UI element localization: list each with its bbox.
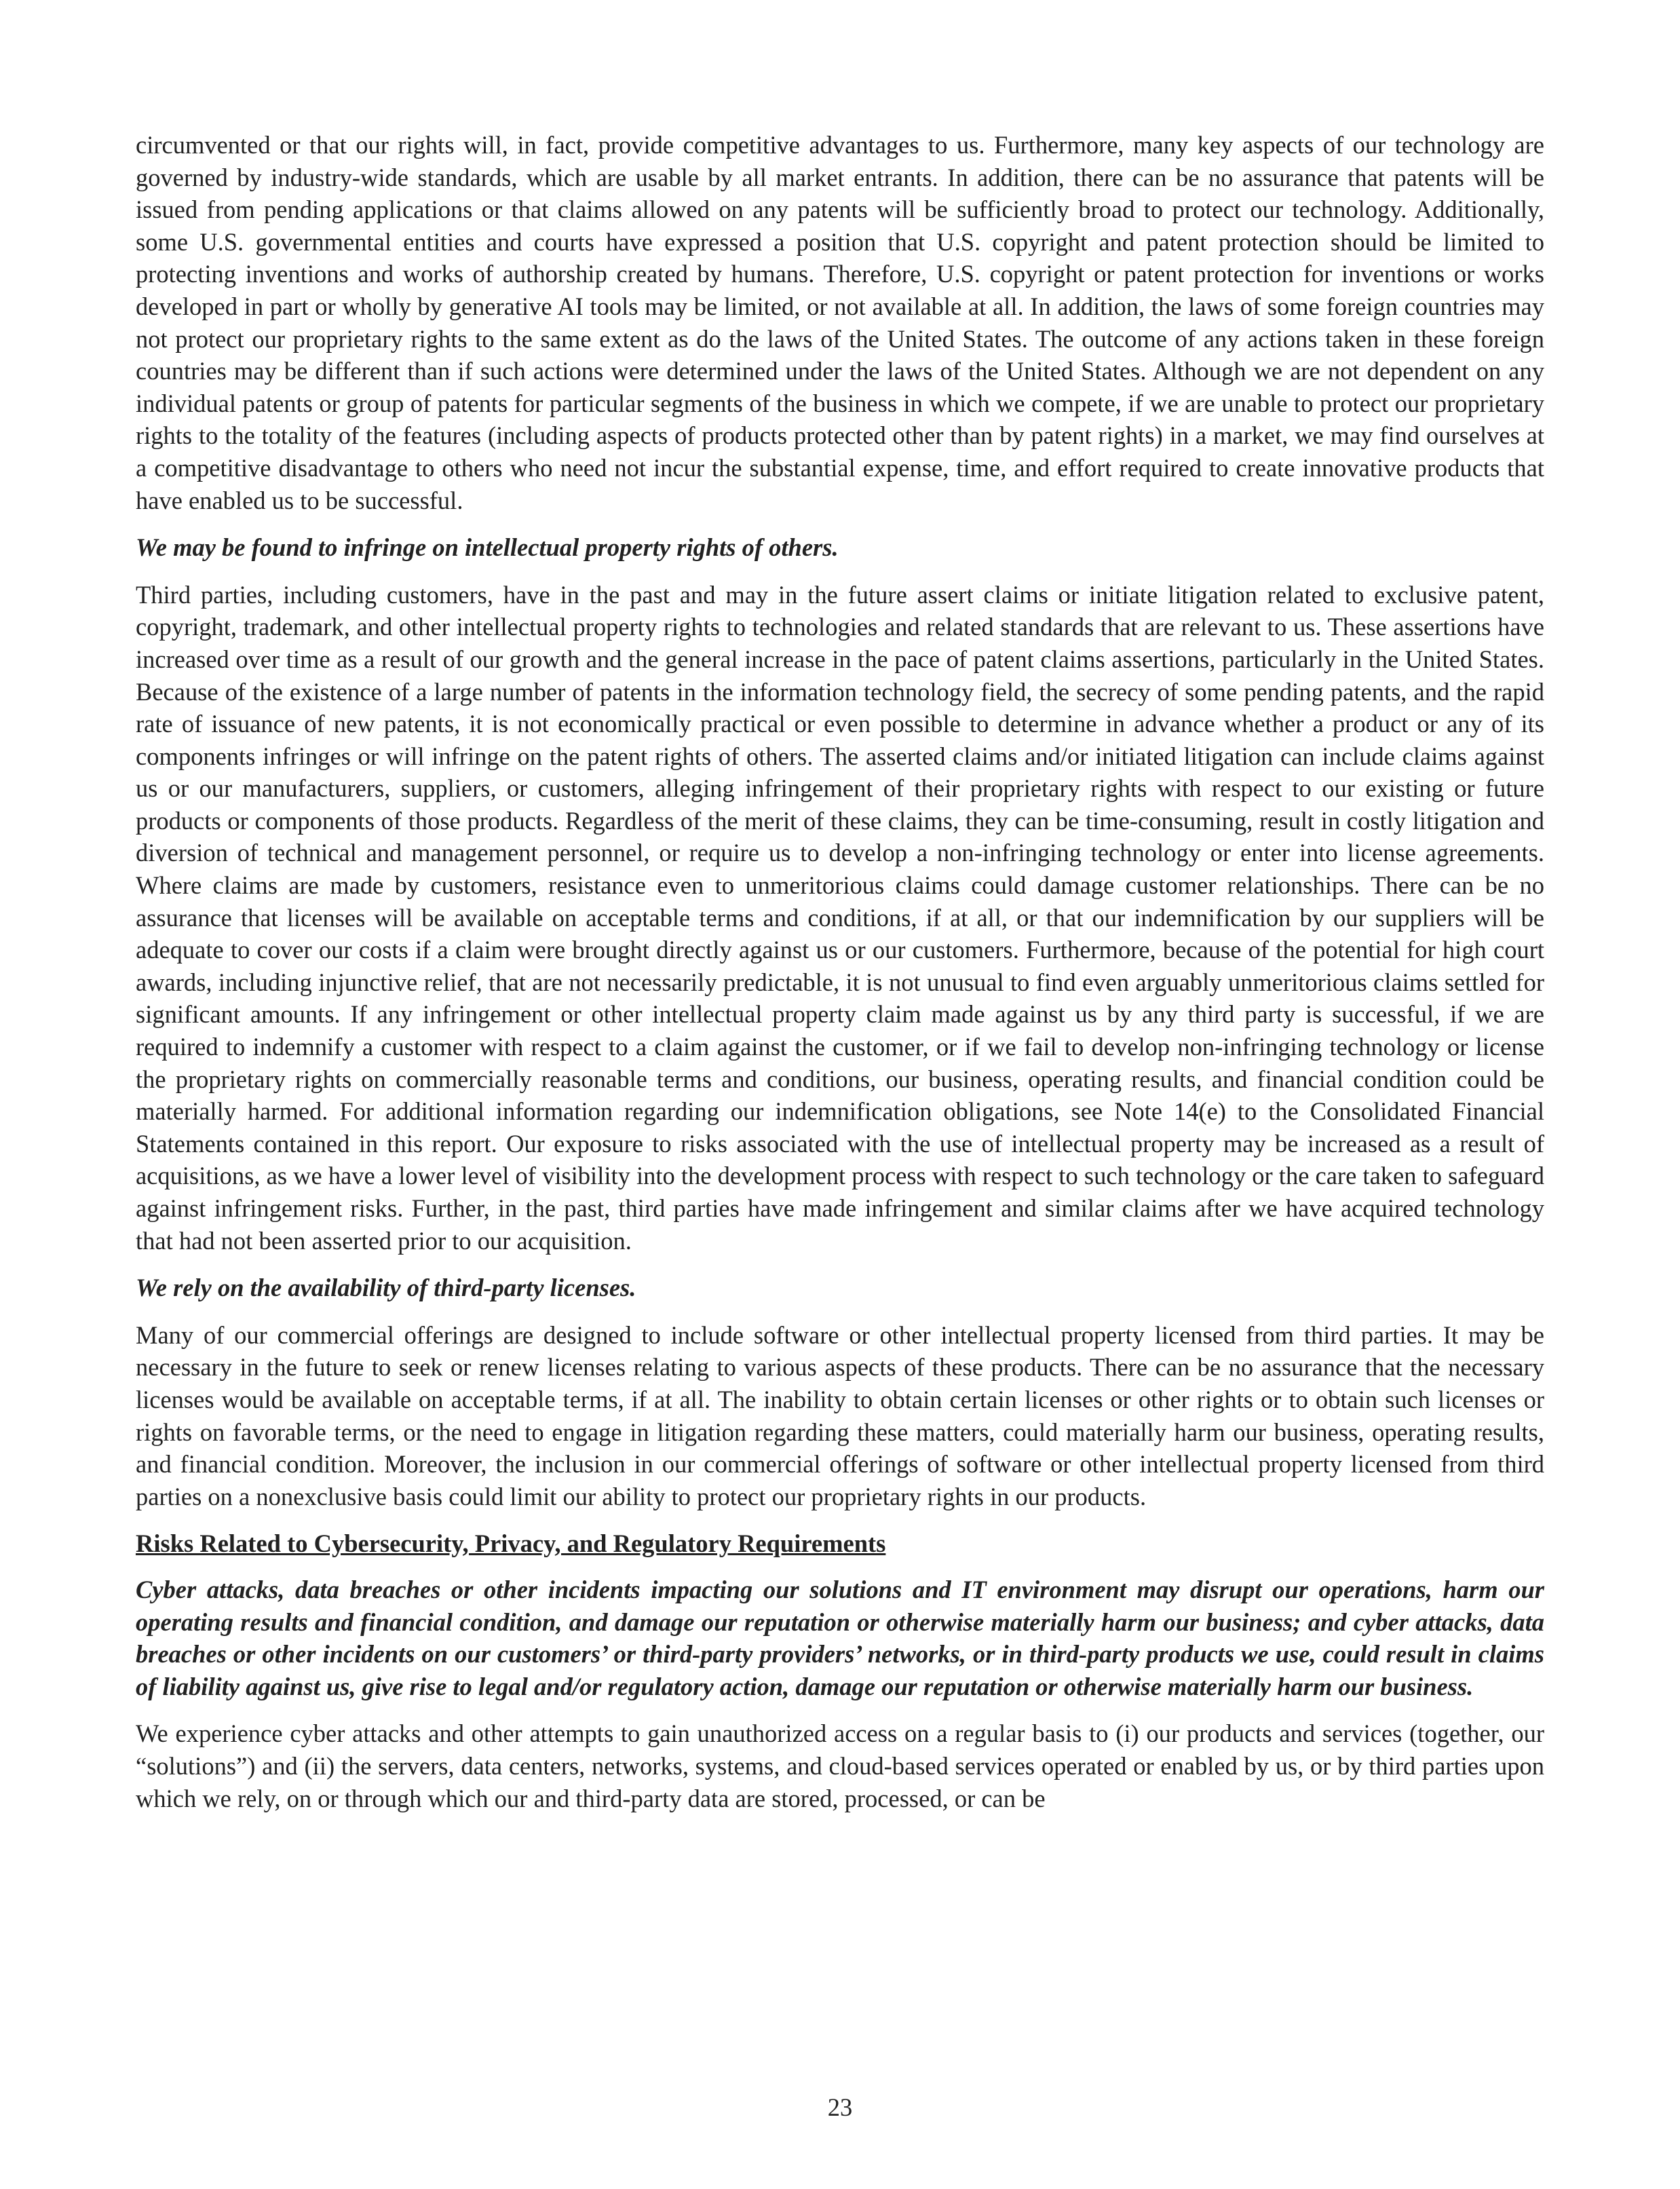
paragraph-patent-protection: circumvented or that our rights will, in fact, provide competitive advantages to us. Furthermore, many key aspects of our technology are governed by industry-wide standards, which are usable by all market entrants. In addition, there can be no assurance that patents will be issued from pending applications or that claims allowed on any patents will be sufficiently broad to protect our technology. Additionally, some U.S. governmental entities and courts have expressed a position that U.S. copyright and patent protection should be limited to protecting inventions and works of authorship created by humans. Therefore, U.S. copyright or patent protection for inventions or works developed in part or wholly by generative AI tools may be limited, or not available at all. In addition, the laws of some foreign countries may not protect our proprietary rights to the same extent as do the laws of the United States. The outcome of any actions taken in these foreign countries may be different than if such actions were determined under the laws of the United States. Although we are not dependent on any individual patents or group of patents for particular segments of the business in which we compete, if we are unable to protect our proprietary rights to the totality of the features (including aspects of products protected other than by patent rights) in a market, we may find ourselves at a competitive disadvantage to others who need not incur the substantial expense, time, and effort required to create innovative products that have enabled us to be successful. (136, 131, 1544, 514)
risk-heading-infringement: We may be found to infringe on intellectual property rights of others. (136, 533, 839, 562)
section-heading-cybersecurity: Risks Related to Cybersecurity, Privacy, and Regulatory Requirements (136, 1529, 886, 1558)
risk-heading-cyber-attacks: Cyber attacks, data breaches or other incidents impacting our solutions and IT environment may disrupt our operations, harm our operating results and financial condition, and damage our reputation or otherwise materially harm our business; and cyber attacks, data breaches or other incidents on our customers’ or third-party providers’ networks, or in third-party products we use, could result in claims of liability against us, give rise to legal and/or regulatory action, damage our reputation or otherwise materially harm our business. (136, 1575, 1544, 1700)
risk-heading-licenses: We rely on the availability of third-party licenses. (136, 1274, 636, 1302)
paragraph-third-party-claims: Third parties, including customers, have in the past and may in the future assert claims or initiate litigation related to exclusive patent, copyright, trademark, and other intellectual property rights to technologies and related standards that are relevant to us. These assertions have increased over time as a result of our growth and the general increase in the pace of patent claims assertions, particularly in the United States. Because of the existence of a large number of patents in the information technology field, the secrecy of some pending patents, and the rapid rate of issuance of new patents, it is not economically practical or even possible to determine in advance whether a product or any of its components infringes or will infringe on the patent rights of others. The asserted claims and/or initiated litigation can include claims against us or our manufacturers, suppliers, or customers, alleging infringement of their proprietary rights with respect to our existing or future products or components of those products. Regardless of the merit of these claims, they can be time-consuming, result in costly litigation and diversion of technical and management personnel, or require us to develop a non-infringing technology or enter into license agreements. Where claims are made by customers, resistance even to unmeritorious claims could damage customer relationships. There can be no assurance that licenses will be available on acceptable terms and conditions, if at all, or that our indemnification by our suppliers will be adequate to cover our costs if a claim were brought directly against us or our customers. Furthermore, because of the potential for high court awards, including injunctive relief, that are not necessarily predictable, it is not unusual to find even arguably unmeritorious claims settled for significant amounts. If any infringement or other intellectual property claim made against us by any third party is successful, if we are required to indemnify a customer with respect to a claim against the customer, or if we fail to develop non-infringing technology or license the proprietary rights on commercially reasonable terms and conditions, our business, operating results, and financial condition could be materially harmed. For additional information regarding our indemnification obligations, see Note 14(e) to the Consolidated Financial Statements contained in this report. Our exposure to risks associated with the use of intellectual property may be increased as a result of acquisitions, as we have a lower level of visibility into the development process with respect to such technology or the care taken to safeguard against infringement risks. Further, in the past, third parties have made infringement and similar claims after we have acquired technology that had not been asserted prior to our acquisition. (136, 580, 1544, 1255)
page-number: 23 (827, 2093, 853, 2121)
document-page (136, 129, 1544, 1829)
paragraph-licenses: Many of our commercial offerings are designed to include software or other intellectual property licensed from third parties. It may be necessary in the future to seek or renew licenses relating to various aspects of these products. There can be no assurance that the necessary licenses would be available on acceptable terms, if at all. The inability to obtain certain licenses or other rights or to obtain such licenses or rights on favorable terms, or the need to engage in litigation regarding these matters, could materially harm our business, operating results, and financial condition. Moreover, the inclusion in our commercial offerings of software or other intellectual property licensed from third parties on a nonexclusive basis could limit our ability to protect our proprietary rights in our products. (136, 1320, 1544, 1510)
paragraph-cyber-attacks: We experience cyber attacks and other attempts to gain unauthorized access on a regular basis to (i) our products and services (together, our “solutions”) and (ii) the servers, data centers, networks, systems, and cloud-based services operated or enabled by us, or by third parties upon which we rely, on or through which our and third-party data are stored, processed, or can be (136, 1719, 1544, 1812)
